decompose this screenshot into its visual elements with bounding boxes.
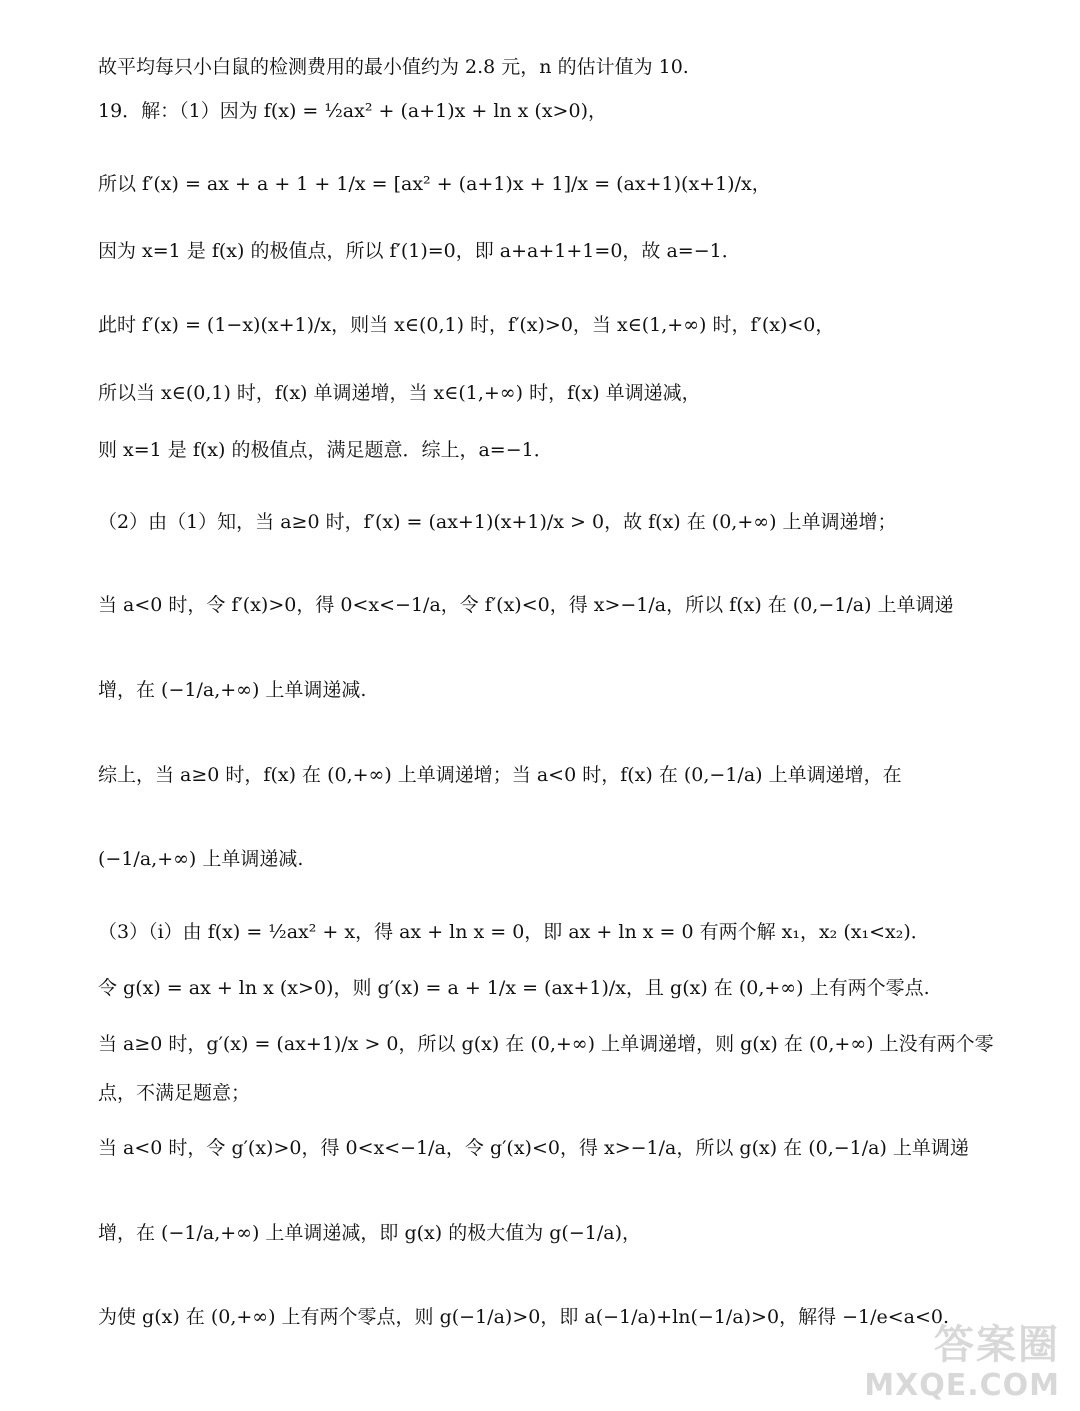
text-line-12: (−1/a,+∞) 上单调递减. bbox=[98, 848, 304, 870]
text-line-6: 所以当 x∈(0,1) 时，f(x) 单调递增，当 x∈(1,+∞) 时，f(x) 单调递减， bbox=[98, 382, 701, 404]
site-watermark bbox=[864, 1313, 1060, 1403]
text-line-16: 点，不满足题意； bbox=[98, 1082, 251, 1104]
text-line-9: 当 a<0 时，令 f′(x)>0，得 0<x<−1/a，令 f′(x)<0，得 x>−1/a，所以 f(x) 在 (0,−1/a) 上单调递 bbox=[98, 594, 954, 616]
text-line-8: （2）由（1）知，当 a≥0 时，f′(x) = (ax+1)(x+1)/x > 0，故 f(x) 在 (0,+∞) 上单调递增； bbox=[98, 511, 897, 533]
text-line-10: 增，在 (−1/a,+∞) 上单调递减. bbox=[98, 679, 367, 701]
text-line-5: 此时 f′(x) = (1−x)(x+1)/x，则当 x∈(0,1) 时，f′(x)>0，当 x∈(1,+∞) 时，f′(x)<0， bbox=[98, 314, 835, 336]
text-line-17: 当 a<0 时，令 g′(x)>0，得 0<x<−1/a，令 g′(x)<0，得 x>−1/a，所以 g(x) 在 (0,−1/a) 上单调递 bbox=[98, 1137, 969, 1159]
text-line-1: 故平均每只小白鼠的检测费用的最小值约为 2.8 元，n 的估计值为 10. bbox=[98, 56, 689, 78]
text-line-3: 所以 f′(x) = ax + a + 1 + 1/x = [ax² + (a+1)x + 1]/x = (ax+1)(x+1)/x， bbox=[98, 173, 771, 195]
text-line-14: 令 g(x) = ax + ln x (x>0)，则 g′(x) = a + 1/x = (ax+1)/x，且 g(x) 在 (0,+∞) 上有两个零点. bbox=[98, 977, 930, 999]
watermark-logo-text: 答案圈 bbox=[934, 1322, 1060, 1368]
text-line-18: 增，在 (−1/a,+∞) 上单调递减，即 g(x) 的极大值为 g(−1/a)， bbox=[98, 1222, 641, 1244]
text-line-11: 综上，当 a≥0 时，f(x) 在 (0,+∞) 上单调递增；当 a<0 时，f(x) 在 (0,−1/a) 上单调递增，在 bbox=[98, 764, 902, 786]
text-line-15: 当 a≥0 时，g′(x) = (ax+1)/x > 0，所以 g(x) 在 (0,+∞) 上单调递增，则 g(x) 在 (0,+∞) 上没有两个零 bbox=[98, 1033, 994, 1055]
text-line-7: 则 x=1 是 f(x) 的极值点，满足题意．综上，a=−1． bbox=[98, 439, 553, 461]
watermark-domain: MXQE.COM bbox=[864, 1368, 1060, 1403]
text-line-19: 为使 g(x) 在 (0,+∞) 上有两个零点，则 g(−1/a)>0，即 a(−1/a)+ln(−1/a)>0，解得 −1/e<a<0. bbox=[98, 1306, 950, 1328]
text-line-13: （3）（i）由 f(x) = ½ax² + x，得 ax + ln x = 0，即 ax + ln x = 0 有两个解 x₁，x₂ (x₁<x₂)． bbox=[98, 921, 930, 943]
text-line-4: 因为 x=1 是 f(x) 的极值点，所以 f′(1)=0，即 a+a+1+1=0，故 a=−1． bbox=[98, 240, 741, 262]
text-line-2: 19．解：（1）因为 f(x) = ½ax² + (a+1)x + ln x (x>0)， bbox=[98, 100, 607, 122]
